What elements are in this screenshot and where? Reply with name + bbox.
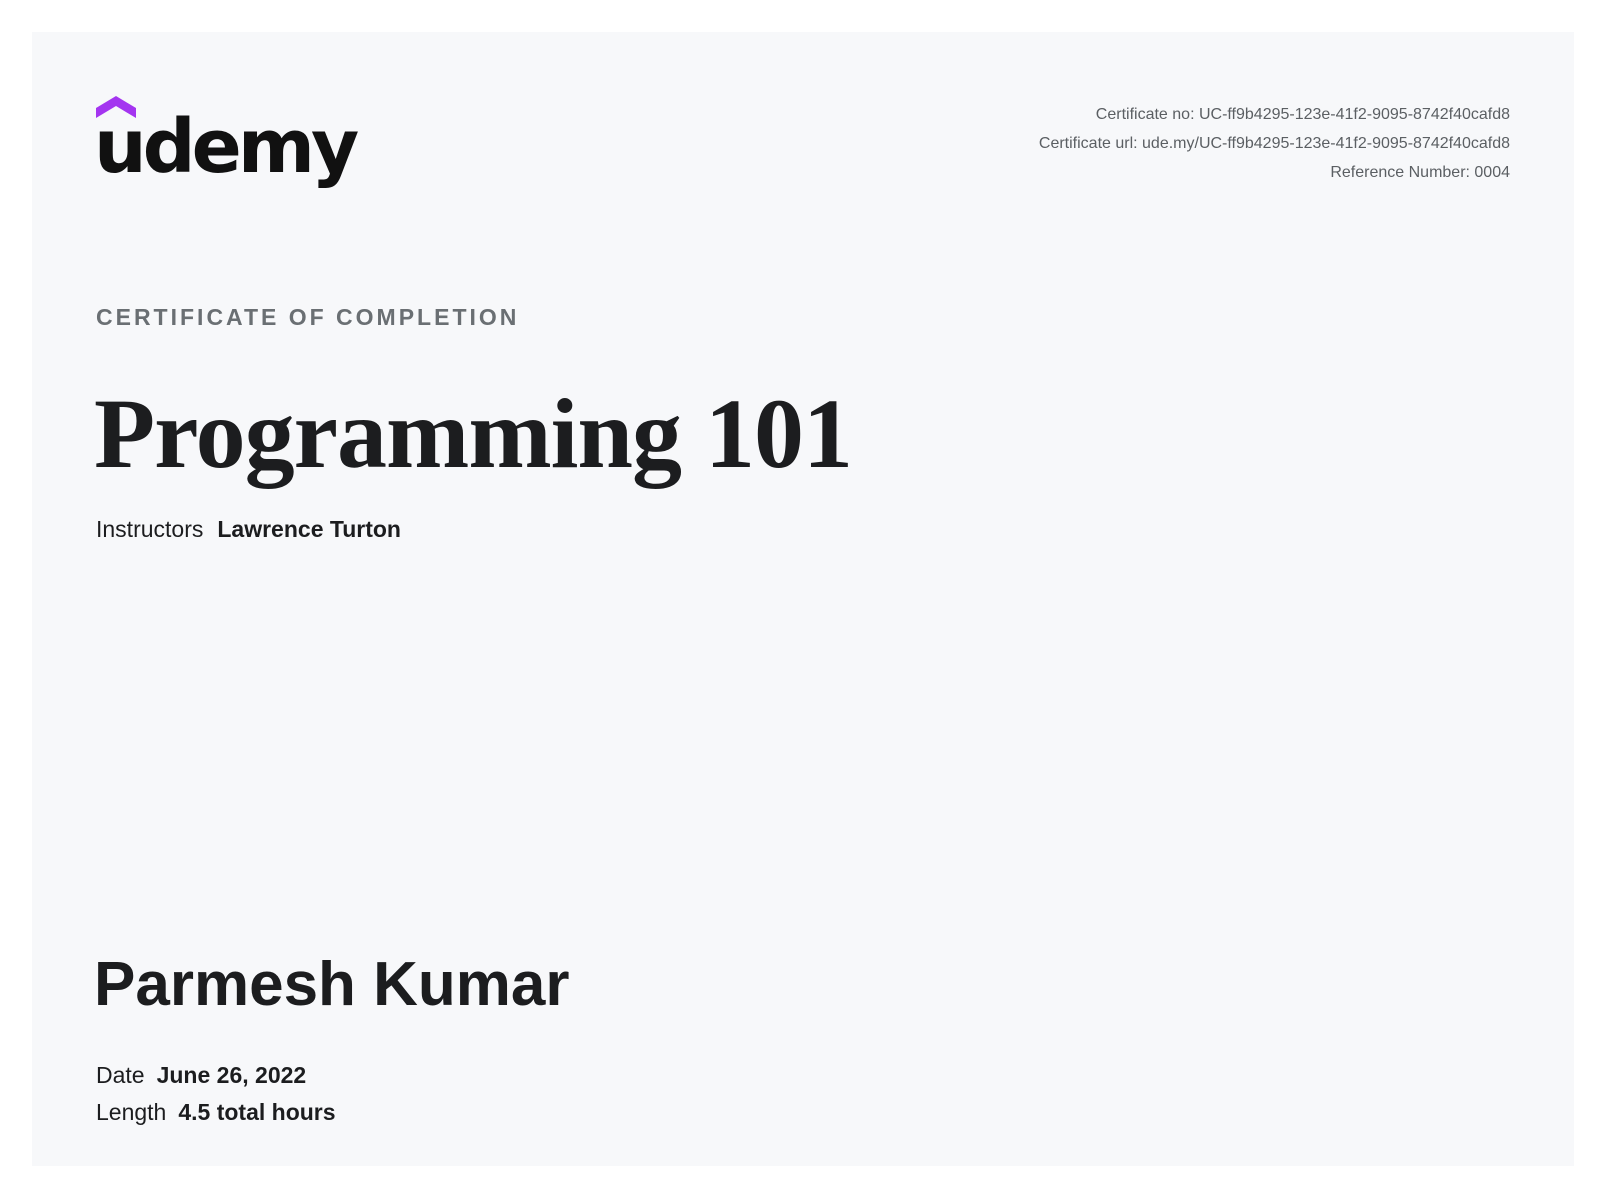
instructors-value: Lawrence Turton	[217, 516, 401, 542]
certificate-heading: CERTIFICATE OF COMPLETION	[96, 304, 520, 330]
reference-number: Reference Number: 0004	[1330, 164, 1510, 181]
certificate-card	[32, 32, 1574, 1166]
date-value: June 26, 2022	[156, 1062, 307, 1088]
date-label: Date	[96, 1062, 145, 1088]
instructors-label: Instructors	[96, 516, 204, 542]
certificate-url[interactable]: Certificate url: ude.my/UC-ff9b4295-123e-41f2-9095-8742f40cafd8	[1038, 135, 1510, 152]
udemy-logo	[96, 96, 366, 196]
length-row	[96, 1099, 336, 1126]
course-title: Programming 101	[94, 378, 853, 489]
instructors-row	[96, 516, 401, 543]
student-name: Parmesh Kumar	[94, 950, 570, 1019]
certificate-meta	[1039, 100, 1510, 187]
length-label: Length	[96, 1099, 167, 1125]
length-value: 4.5 total hours	[178, 1099, 336, 1125]
date-row	[96, 1062, 306, 1089]
udemy-wordmark: udemy	[94, 104, 356, 190]
certificate-number: Certificate no: UC-ff9b4295-123e-41f2-9095-8742f40cafd8	[1095, 106, 1510, 123]
